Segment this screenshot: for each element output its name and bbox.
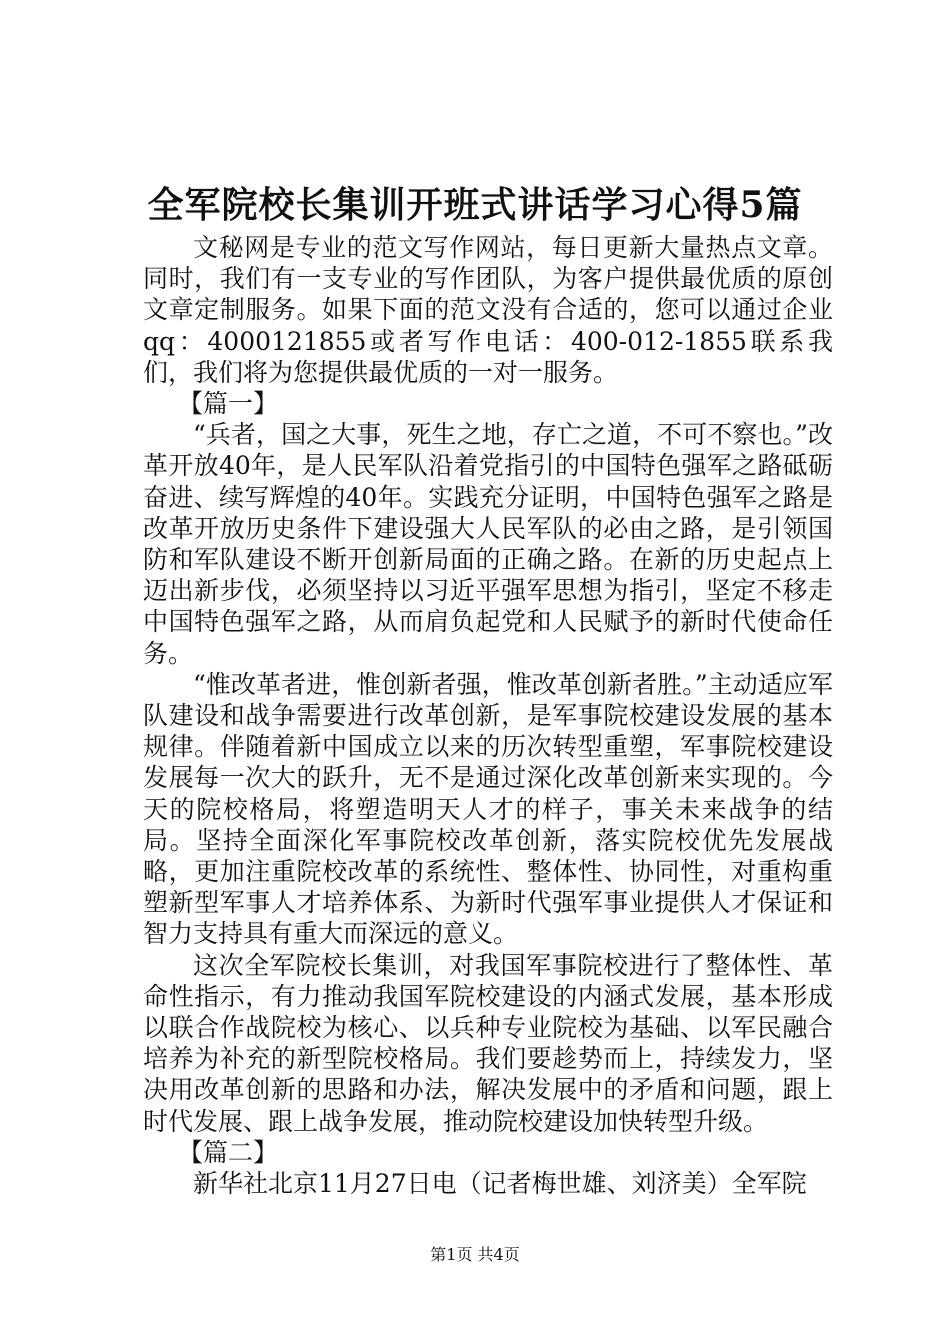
- section-heading-2: 【篇二】: [178, 1137, 279, 1167]
- section-heading-1: 【篇一】: [178, 389, 279, 419]
- body-paragraph: “惟改革者进，惟创新者强，惟改革创新者胜。”主动适应军队建设和战争需要进行改革创新，是军事院校建设发展的基本规律。伴随着新中国成立以来的历次转型重塑，军事院校建设发展每一次大的跃升，无不是通过深化改革创新来实现的。今天的院校格局，将塑造明天人才的样子，事关未来战争的结局。坚持全面深化军事院校改革创新，落实院校优先发展战略，更加注重院校改革的系统性、整体性、协同性，对重构重塑新型军事人才培养体系、为新时代强军事业提供人才保证和智力支持具有重大而深远的意义。: [143, 669, 833, 949]
- page-footer: 第1页 共4页: [430, 1245, 520, 1264]
- document-title: 全军院校长集训开班式讲话学习心得5篇: [147, 184, 803, 226]
- body-paragraph: “兵者，国之大事，死生之地，存亡之道，不可不察也。”改革开放40年，是人民军队沿着党指引的中国特色强军之路砥砺奋进、续写辉煌的40年。实践充分证明，中国特色强军之路是改革开放历史条件下建设强大人民军队的必由之路，是引领国防和军队建设不断开创新局面的正确之路。在新的历史起点上迈出新步伐，必须坚持以习近平强军思想为指引，坚定不移走中国特色强军之路，从而肩负起党和人民赋予的新时代使命任务。: [143, 420, 833, 668]
- body-paragraph: 新华社北京11月27日电（记者梅世雄、刘济美）全军院: [193, 1169, 807, 1199]
- body-paragraph: 这次全军院校长集训，对我国军事院校进行了整体性、革命性指示，有力推动我国军院校建设的内涵式发展，基本形成以联合作战院校为核心、以兵种专业院校为基础、以军民融合培养为补充的新型院校格局。我们要趁势而上，持续发力，坚决用改革创新的思路和办法，解决发展中的矛盾和问题，跟上时代发展、跟上战争发展，推动院校建设加快转型升级。: [143, 950, 833, 1136]
- document-body: [143, 232, 833, 1199]
- intro-paragraph: 文秘网是专业的范文写作网站，每日更新大量热点文章。同时，我们有一支专业的写作团队，为客户提供最优质的原创文章定制服务。如果下面的范文没有合适的，您可以通过企业qq：4000121855或者写作电话：400-012-1855联系我们，我们将为您提供最优质的一对一服务。: [143, 233, 833, 387]
